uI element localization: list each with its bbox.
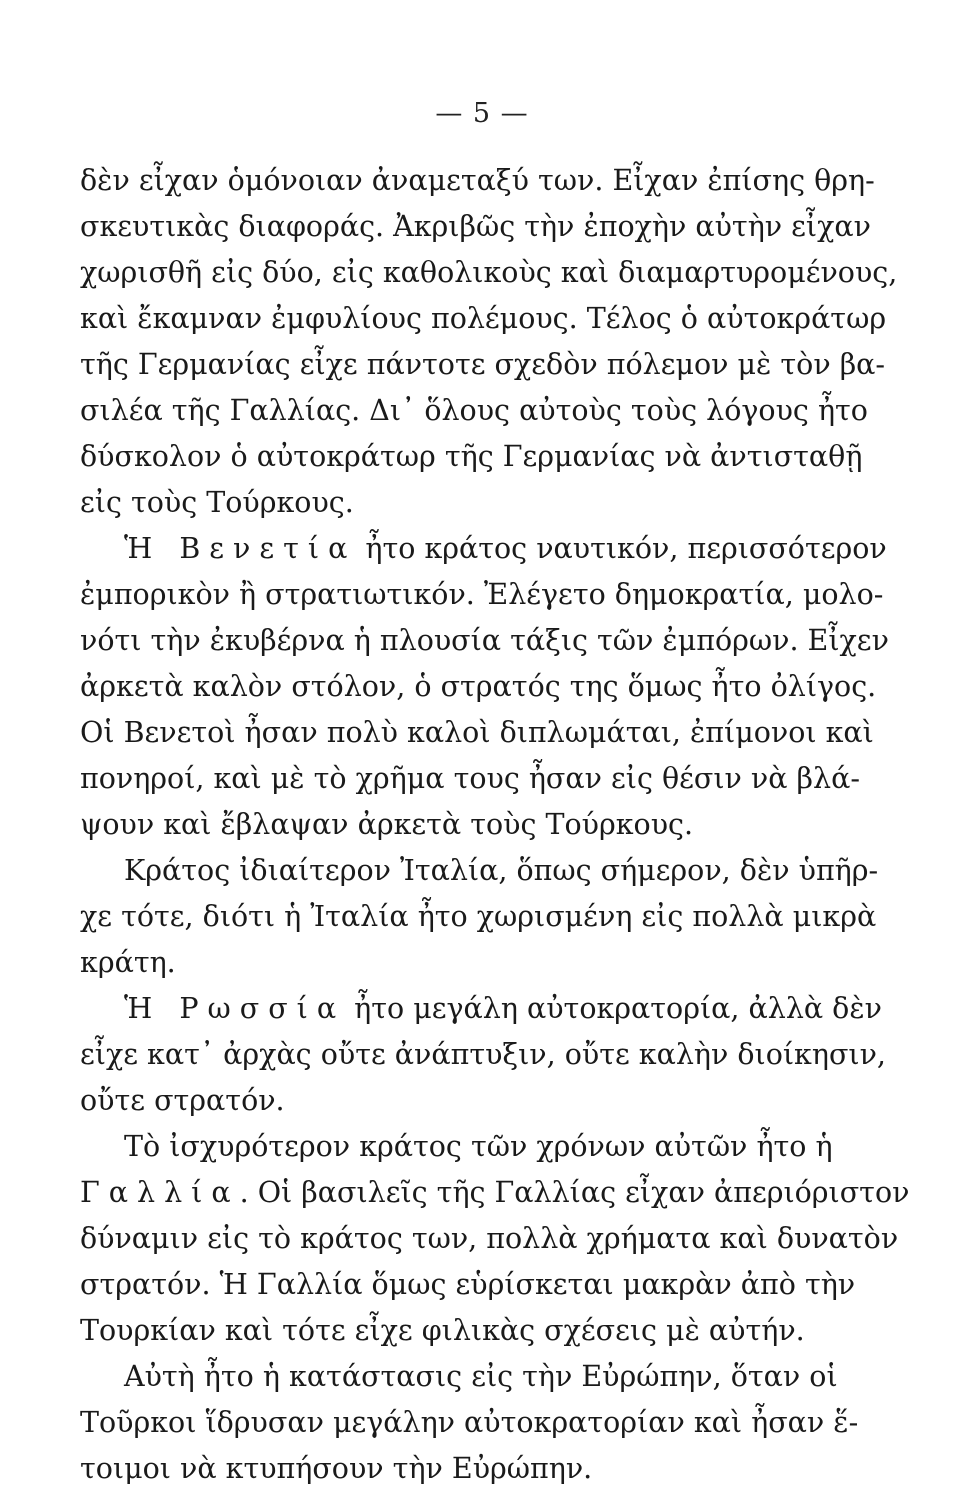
text-line: νότι τὴν ἐκυβέρνα ἡ πλουσία τάξις τῶν ἐμπόρων. Εἶχεν (80, 624, 889, 657)
text-line: Τουρκίαν καὶ τότε εἶχε φιλικὰς σχέσεις μὲ αὐτήν. (80, 1314, 805, 1347)
text-line: Αὐτὴ ἦτο ἡ κατάστασις εἰς τὴν Εὐρώπην, ὅταν οἱ (124, 1360, 838, 1393)
text-line: σκευτικὰς διαφοράς. Ἀκριβῶς τὴν ἐποχὴν αὐτὴν εἶχαν (80, 210, 871, 243)
text-line: δύναμιν εἰς τὸ κράτος των, πολλὰ χρήματα καὶ δυνατὸν (80, 1222, 899, 1255)
text-line (80, 1170, 910, 1216)
text-line: ψουν καὶ ἔβλαψαν ἀρκετὰ τοὺς Τούρκους. (80, 808, 694, 841)
body-text (80, 158, 910, 1492)
text-line: Κράτος ἰδιαίτερον Ἰταλία, ὅπως σήμερον, δὲν ὑπῆρ- (124, 854, 879, 887)
text-line: στρατόν. Ἡ Γαλλία ὅμως εὑρίσκεται μακρὰν ἀπὸ τὴν (80, 1268, 856, 1301)
text-line: εἰς τοὺς Τούρκους. (80, 486, 354, 519)
text-line (80, 526, 887, 572)
text-line: δὲν εἶχαν ὁμόνοιαν ἀναμεταξύ των. Εἶχαν ἐπίσης θρη- (80, 164, 875, 197)
line-text: ἦτο μεγάλη αὐτοκρατορία, ἀλλὰ δὲν (345, 992, 882, 1025)
text-line: ἐμπορικὸν ἢ στρατιωτικόν. Ἐλέγετο δημοκρατία, μολο- (80, 578, 884, 611)
text-line: Τὸ ἰσχυρότερον κράτος τῶν χρόνων αὐτῶν ἦτο ἡ (124, 1130, 833, 1163)
spaced-heading-russia: Ἡ Ρωσσία (124, 992, 346, 1025)
text-line: Οἱ Βενετοὶ ἦσαν πολὺ καλοὶ διπλωμάται, ἐπίμονοι καὶ (80, 716, 874, 749)
text-line: ἀρκετὰ καλὸν στόλον, ὁ στρατός της ὅμως ἦτο ὀλίγος. (80, 670, 877, 703)
text-line: εἶχε κατ᾽ ἀρχὰς οὔτε ἀνάπτυξιν, οὔτε καλὴν διοίκησιν, (80, 1038, 886, 1071)
spaced-heading-france: Γαλλία (80, 1176, 240, 1209)
page-number: — 5 — (435, 98, 529, 129)
text-line: χωρισθῆ εἰς δύο, εἰς καθολικοὺς καὶ διαμαρτυρομένους, (80, 256, 898, 289)
text-line: δύσκολον ὁ αὐτοκράτωρ τῆς Γερμανίας νὰ ἀντισταθῇ (80, 440, 863, 473)
text-line: κράτη. (80, 946, 176, 979)
text-line: χε τότε, διότι ἡ Ἰταλία ἦτο χωρισμένη εἰς πολλὰ μικρὰ (80, 900, 877, 933)
text-line: τῆς Γερμανίας εἶχε πάντοτε σχεδὸν πόλεμον μὲ τὸν βα- (80, 348, 886, 381)
text-line (80, 986, 882, 1032)
line-text: . Οἱ βασιλεῖς τῆς Γαλλίας εἶχαν ἀπεριόριστον (239, 1176, 910, 1209)
text-line: Τοῦρκοι ἵδρυσαν μεγάλην αὐτοκρατορίαν καὶ ἦσαν ἕ- (80, 1406, 859, 1439)
text-line: οὔτε στρατόν. (80, 1084, 285, 1117)
text-line: καὶ ἔκαμναν ἐμφυλίους πολέμους. Τέλος ὁ αὐτοκράτωρ (80, 302, 887, 335)
text-line: πονηροί, καὶ μὲ τὸ χρῆμα τους ἦσαν εἰς θέσιν νὰ βλά- (80, 762, 860, 795)
line-text: ἦτο κράτος ναυτικόν, περισσότερον (356, 532, 887, 565)
spaced-heading-venice: Ἡ Βενετία (124, 532, 357, 565)
text-line: τοιμοι νὰ κτυπήσουν τὴν Εὐρώπην. (80, 1452, 593, 1485)
text-line: σιλέα τῆς Γαλλίας. Δι᾽ ὅλους αὐτοὺς τοὺς λόγους ἦτο (80, 394, 868, 427)
